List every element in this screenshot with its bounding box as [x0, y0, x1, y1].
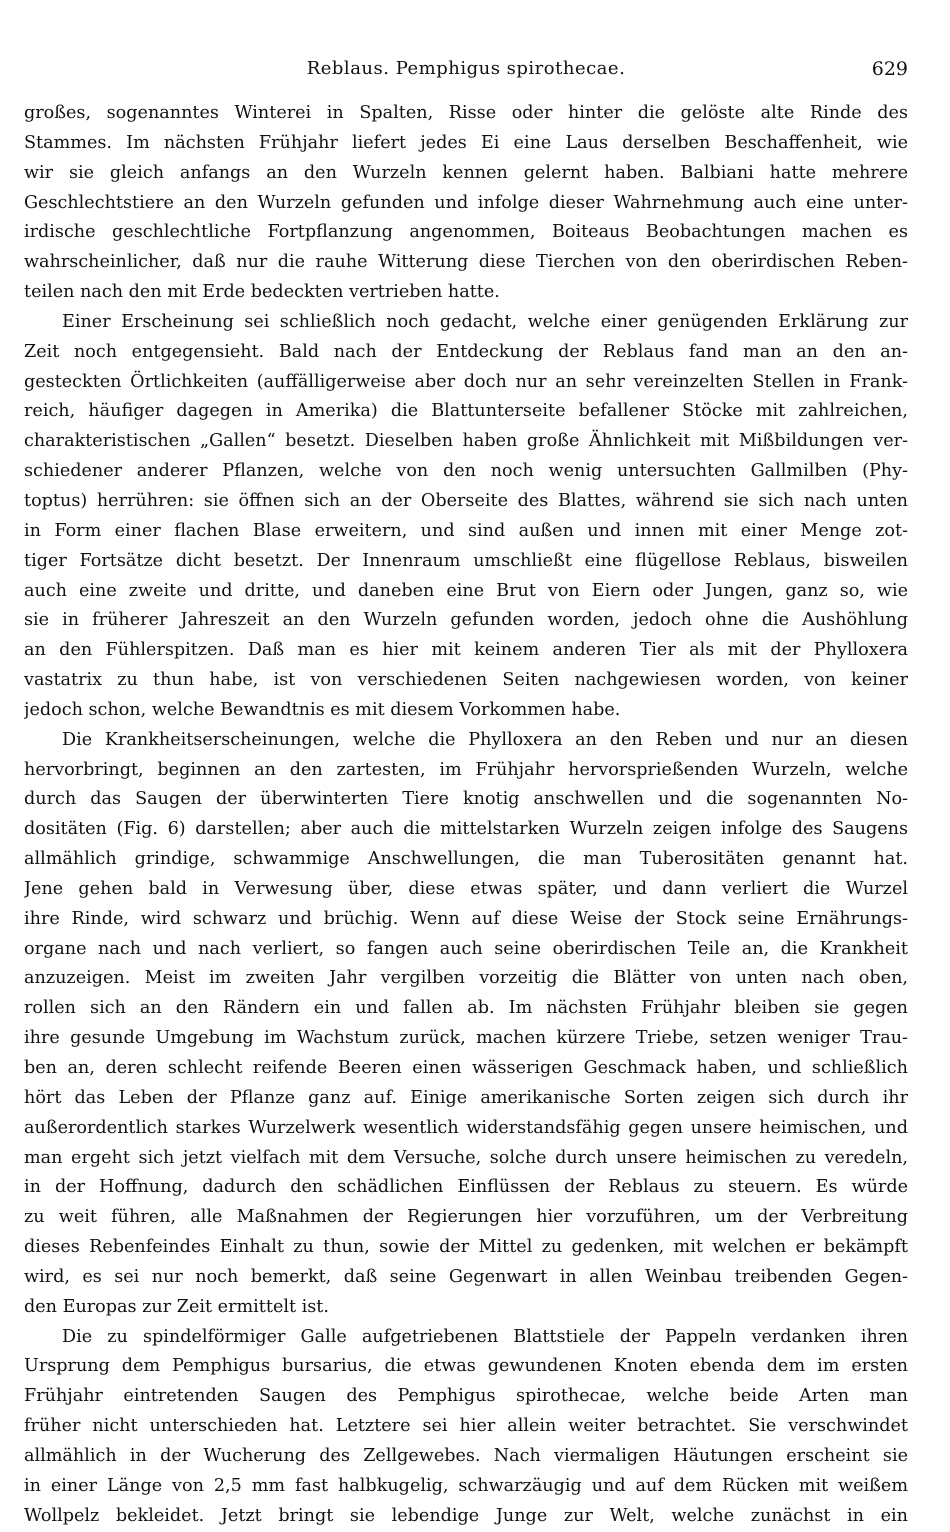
text-line: jedoch schon, welche Bewandtnis es mit diesem Vorkommen habe. [24, 699, 621, 720]
text-line: Wollpelz bekleidet. Jetzt bringt sie lebendige Junge zur Welt, welche zunächst in ein [24, 1505, 908, 1526]
text-line: toptus) herrühren: sie öffnen sich an der Oberseite des Blattes, während sie sich nach unten [24, 490, 908, 511]
paragraph-2 [24, 308, 908, 726]
text-line: Geschlechtstiere an den Wurzeln gefunden und infolge dieser Wahrnehmung auch eine unter- [24, 192, 908, 213]
text-line: Frühjahr eintretenden Saugen des Pemphigus spirothecae, welche beide Arten man [24, 1386, 908, 1407]
text-line: in Form einer flachen Blase erweitern, und sind außen und innen mit einer Menge zot- [24, 520, 908, 541]
text-line: ihre Rinde, wird schwarz und brüchig. Wenn auf diese Weise der Stock seine Ernährungs- [24, 908, 908, 929]
text-line: großes, sogenanntes Winterei in Spalten, Risse oder hinter die gelöste alte Rinde des [24, 103, 908, 123]
text-line: rollen sich an den Rändern ein und fallen ab. Im nächsten Frühjahr bleiben sie gegen [24, 998, 908, 1019]
text-line: an den Fühlerspitzen. Daß man es hier mit keinem anderen Tier als mit der Phylloxera [24, 640, 908, 661]
text-line: Die Krankheitserscheinungen, welche die Phylloxera an den Reben und nur an diesen [62, 729, 908, 750]
paragraph-4 [24, 1323, 908, 1532]
text-line: dieses Rebenfeindes Einhalt zu thun, sowie der Mittel zu gedenken, mit welchen er bekämpft [24, 1237, 908, 1258]
text-line: teilen nach den mit Erde bedeckten vertrieben hatte. [24, 282, 500, 303]
text-line: Einer Erscheinung sei schließlich noch gedacht, welche einer genügenden Erklärung zur [62, 311, 908, 332]
text-line: früher nicht unterschieden hat. Letztere sei hier allein weiter betrachtet. Sie verschwindet [24, 1416, 908, 1437]
text-line: gesteckten Örtlichkeiten (auffälligerweise aber doch nur an sehr vereinzelten Stellen in Frank- [24, 371, 908, 392]
text-line: durch das Saugen der überwinterten Tiere knotig anschwellen und die sogenannten No- [24, 789, 908, 810]
text-line: allmählich in der Wucherung des Zellgewebes. Nach viermaligen Häutungen erscheint sie [24, 1445, 908, 1466]
text-line: Zeit noch entgegensieht. Bald nach der Entdeckung der Reblaus fand man an den an- [24, 341, 908, 362]
text-line: charakteristischen „Gallen“ besetzt. Dieselben haben große Ähnlichkeit mit Mißbildungen ver- [24, 431, 908, 452]
running-head [24, 58, 908, 86]
text-line: vastatrix zu thun habe, ist von verschiedenen Seiten nachgewiesen worden, von keiner [24, 670, 908, 691]
text-line: man ergeht sich jetzt vielfach mit dem Versuche, solche durch unsere heimischen zu veredeln, [24, 1147, 908, 1168]
text-line: ihre gesunde Umgebung im Wachstum zurück, machen kürzere Triebe, setzen weniger Trau- [24, 1028, 908, 1049]
text-line: reich, häufiger dagegen in Amerika) die Blattunterseite befallener Stöcke mit zahlreichen, [24, 401, 908, 422]
text-line: sie in früherer Jahreszeit an den Wurzeln gefunden worden, jedoch ohne die Aushöhlung [24, 610, 908, 631]
running-title: Reblaus. Pemphigus spirothecae. [306, 58, 626, 79]
text-line: Stammes. Im nächsten Frühjahr liefert jedes Ei eine Laus derselben Beschaffenheit, wie [24, 132, 908, 153]
text-line: auch eine zweite und dritte, und daneben eine Brut von Eiern oder Jungen, ganz so, wie [24, 580, 908, 601]
text-line: Ursprung dem Pemphigus bursarius, die etwas gewundenen Knoten ebenda dem im ersten [24, 1356, 908, 1377]
text-line: hört das Leben der Pflanze ganz auf. Einige amerikanische Sorten zeigen sich durch ihr [24, 1087, 908, 1108]
text-line: hervorbringt, beginnen an den zartesten, im Frühjahr hervorsprießenden Wurzeln, welche [24, 759, 908, 780]
text-line: in einer Länge von 2,5 mm fast halbkugelig, schwarzäugig und auf dem Rücken mit weißem [24, 1475, 908, 1496]
text-line: zu weit führen, alle Maßnahmen der Regierungen hier vorzuführen, um der Verbreitung [24, 1207, 908, 1228]
text-line: den Europas zur Zeit ermittelt ist. [24, 1296, 329, 1317]
paragraph-3 [24, 726, 908, 1323]
text-line: in der Hoffnung, dadurch den schädlichen Einflüssen der Reblaus zu steuern. Es würde [24, 1177, 908, 1198]
text-line: anzuzeigen. Meist im zweiten Jahr vergilben vorzeitig die Blätter von unten nach oben, [24, 968, 908, 989]
body-text [24, 99, 908, 1532]
text-line: wird, es sei nur noch bemerkt, daß seine Gegenwart in allen Weinbau treibenden Gegen- [24, 1266, 908, 1287]
text-line: irdische geschlechtliche Fortpflanzung angenommen, Boiteaus Beobachtungen machen es [24, 222, 908, 243]
text-line: schiedener anderer Pflanzen, welche von den noch wenig untersuchten Gallmilben (Phy- [24, 461, 908, 482]
text-line: dositäten (Fig. 6) darstellen; aber auch die mittelstarken Wurzeln zeigen infolge des Saugens [24, 819, 908, 840]
text-line: organe nach und nach verliert, so fangen auch seine oberirdischen Teile an, die Krankheit [24, 938, 908, 959]
text-line: tiger Fortsätze dicht besetzt. Der Innenraum umschließt eine flügellose Reblaus, bisweilen [24, 550, 908, 571]
text-line: allmählich grindige, schwammige Anschwellungen, die man Tuberositäten genannt hat. [24, 849, 908, 870]
text-line: außerordentlich starkes Wurzelwerk wesentlich widerstandsfähig gegen unsere heimischen, und [24, 1117, 908, 1138]
text-line: wir sie gleich anfangs an den Wurzeln kennen gelernt haben. Balbiani hatte mehrere [24, 162, 908, 183]
text-line: wahrscheinlicher, daß nur die rauhe Witterung diese Tierchen von den oberirdischen Reben- [24, 252, 908, 273]
page-number: 629 [871, 58, 908, 80]
text-line: Die zu spindelförmiger Galle aufgetriebenen Blattstiele der Pappeln verdanken ihren [62, 1326, 908, 1347]
text-line: ben an, deren schlecht reifende Beeren einen wässerigen Geschmack haben, und schließlich [24, 1058, 908, 1078]
text-line: Jene gehen bald in Verwesung über, diese etwas später, und dann verliert die Wurzel [24, 878, 908, 899]
paragraph-1 [24, 99, 908, 308]
